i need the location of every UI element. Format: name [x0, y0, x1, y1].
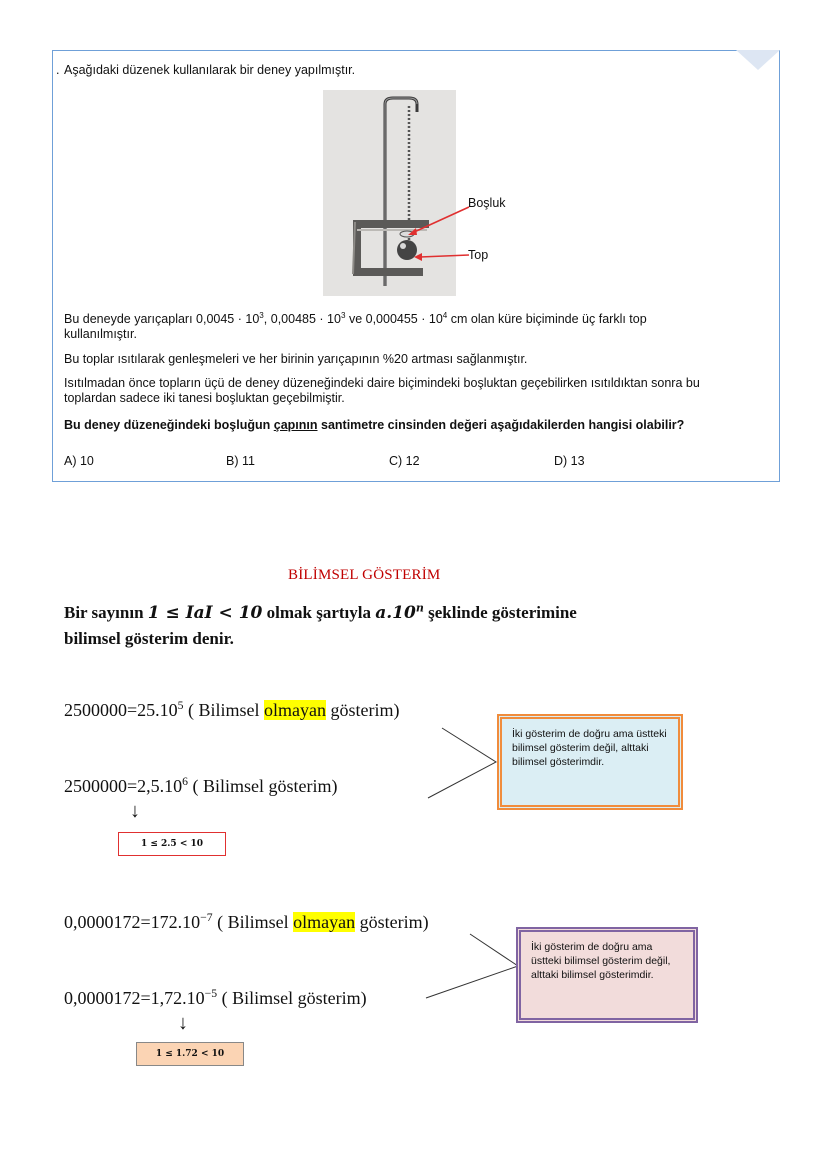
option-d[interactable]: D) 13: [554, 454, 585, 468]
question-paragraph-1: Bu deneyde yarıçapları $0,0045 \cdot 10^3$, $0,00485 \cdot 10^3$ ve $0,000455 \cdot 10^4$ cm olan küre biçiminde üç farklı top kullanılmıştır.: [64, 310, 647, 341]
example1-line1: $2500000=25.10^5$ ( Bilimsel olmayan gösterim): [64, 699, 400, 720]
option-b[interactable]: B) 11: [226, 454, 255, 468]
question-paragraph-3: Isıtılmadan önce topların üçü de deney düzeneğindeki daire biçimindeki boşluktan geçebilirken ısıtıldıktan sonra bu toplardan sadece iki tanesi boşluktan geçebilmiştir.: [64, 376, 700, 405]
example1-down-arrow: ↓: [130, 800, 140, 822]
example2-line1: $0,0000172=172.10^{-7}$ ( Bilimsel olmayan gösterim): [64, 911, 429, 932]
example2-down-arrow: ↓: [178, 1012, 188, 1034]
question-prompt: Bu deney düzeneğindeki boşluğun çapının santimetre cinsinden değeri aşağıdakilerden hangisi olabilir?: [64, 418, 685, 432]
definition-text: Bir sayının 1 ≤ IaI < 10 olmak şartıyla a.10$^n$ şeklinde gösterimine bilimsel gösterim denir.: [64, 601, 577, 648]
example2-line2: $0,0000172=1,72.10^{-5}$ ( Bilimsel gösterim): [64, 987, 367, 1008]
example2-callout-lines: [424, 930, 520, 1002]
gap-label: Boşluk: [468, 196, 506, 210]
section-heading: BİLİMSEL GÖSTERİM: [288, 567, 441, 583]
ball-label: Top: [468, 248, 489, 262]
example1-note: İki gösterim de doğru ama üstteki bilimsel gösterim değil, alttaki bilimsel gösterimdir.: [497, 714, 683, 810]
example2-note: İki gösterim de doğru ama üstteki bilimsel gösterim değil, alttaki bilimsel gösterimdir.: [516, 927, 698, 1023]
question-number: .: [56, 63, 60, 77]
example1-line2: $2500000=2,5.10^6$ ( Bilimsel gösterim): [64, 775, 338, 796]
option-a[interactable]: A) 10: [64, 454, 94, 468]
example2-inequality: 1 ≤ 1.72 < 10: [136, 1042, 244, 1066]
example1-inequality: 1 ≤ 2.5 < 10: [118, 832, 226, 856]
corner-decoration: [736, 50, 780, 70]
question-paragraph-2: Bu toplar ısıtılarak genleşmeleri ve her birinin yarıçapının %20 artması sağlanmıştır.: [64, 352, 528, 366]
question-intro: Aşağıdaki düzenek kullanılarak bir deney yapılmıştır.: [64, 63, 356, 77]
option-c[interactable]: C) 12: [389, 454, 420, 468]
example1-callout-lines: [426, 720, 498, 800]
label-arrows: [400, 195, 475, 275]
